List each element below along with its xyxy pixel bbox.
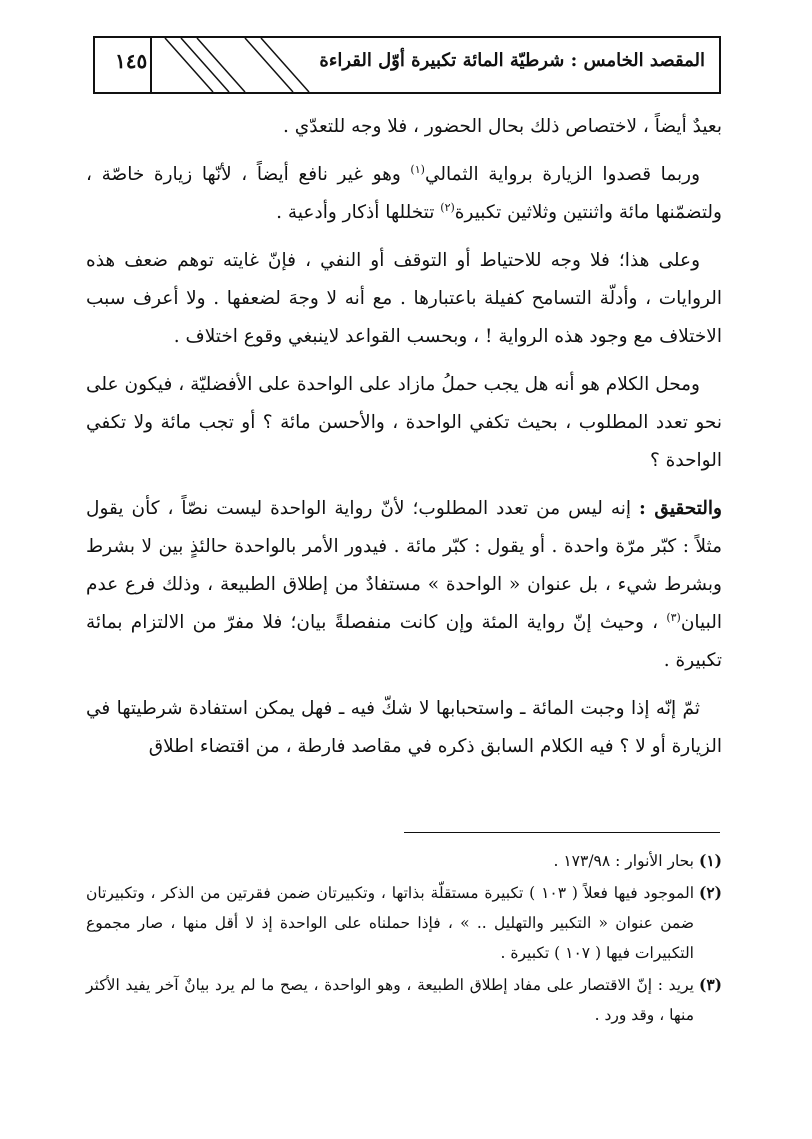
footnotes — [86, 846, 722, 1032]
paragraph-6: ثمّ إنّه إذا وجبت المائة ـ واستحبابها لا شكّ فيه ـ فهل يمكن استفادة شرطيتها في الزيارة أو لا ؟ فيه الكلام السابق ذكره في مقاصد فارطة ، من اقتضاء اطلاق — [86, 698, 722, 757]
running-title: المقصد الخامس : شرطيّة المائة تكبيرة أوّل القراءة — [319, 50, 705, 71]
paragraph-3: وعلى هذا؛ فلا وجه للاحتياط أو التوقف أو النفي ، فإنّ غايته توهم ضعف هذه الروايات ، وأدلّة التسامح كفيلة باعتبارها . مع أنه لا وجهَ لضعفها . ولا أعرف سبب الاختلاف مع وجود هذه الرواية ! ، وبحسب القواعد لاينبغي وقوع اختلاف . — [86, 250, 722, 347]
paragraph-5 — [86, 490, 722, 680]
main-text — [86, 108, 722, 776]
running-header — [93, 36, 721, 94]
paragraph-1: بعيدٌ أيضاً ، لاختصاص ذلك بحال الحضور ، فلا وجه للتعدّي . — [283, 116, 722, 137]
footnote-ref-3[interactable]: (٣) — [666, 610, 681, 624]
paragraph-5-lead: والتحقيق : — [639, 498, 722, 519]
paragraph-5-part-b: ، وحيث إنّ رواية المئة وإن كانت منفصلةً بيان؛ فلا مفرّ من الالتزام بمائة تكبيرة . — [86, 612, 722, 671]
page-number: ١٤٥ — [115, 49, 148, 73]
footnote-ref-2[interactable]: (٢) — [440, 200, 455, 214]
footnote-text: يريد : إنّ الاقتصار على مفاد إطلاق الطبيعة ، وهو الواحدة ، يصح ما لم يرد بيانٌ آخر يفيد الأكثر منها ، وقد ورد . — [86, 976, 694, 1024]
footnote-1 — [86, 846, 722, 876]
footnote-text: الموجود فيها فعلاً ( ١٠٣ ) تكبيرة مستقلّة بذاتها ، وتكبيرتان ضمن فقرتين من الذكر ، وتكبيرتان ضمن عنوان « التكبير والتهليل .. » ، فإذا حملناه على الواحدة إذ لا أقل منها ، صار مجموع التكبيرات فيها ( ١٠٧ ) تكبيرة . — [86, 884, 695, 962]
footnote-ref-1[interactable]: (١) — [410, 162, 425, 176]
footnote-text: بحار الأنوار : ١٧٣/٩٨ . — [553, 852, 694, 870]
paragraph-2-part-b: وهو غير نافع أيضاً ، لأنّها زيارة خاصّة ، ولتضمّنها مائة واثنتين وثلاثين تكبيرة — [86, 164, 722, 223]
footnote-number: (٢) — [698, 883, 722, 902]
paragraph-2 — [86, 156, 722, 232]
footnote-number: (١) — [698, 851, 722, 870]
paragraph-2-part-c: تتخللها أذكار وأدعية . — [276, 202, 441, 223]
paragraph-5-part-a: إنه ليس من تعدد المطلوب؛ لأنّ رواية الواحدة ليست نصّاً ، كأن يقول مثلاً : كبّر مرّة واحدة . أو يقول : كبّر مائة . فيدور الأمر بالواحدة حالئذٍ بين لا بشرط وبشرط شيء ، بل عنوان « الواحدة » مستفادٌ من إطلاق الطبيعة ، وذلك فرع عدم البيان — [86, 498, 722, 633]
paragraph-4: ومحل الكلام هو أنه هل يجب حملُ مازاد على الواحدة على الأفضليّة ، فيكون على نحو تعدد المطلوب ، بحيث تكفي الواحدة ، والأحسن مائة ؟ أو تجب مائة ولا تكفي الواحدة ؟ — [86, 374, 722, 471]
paragraph-2-part-a: وربما قصدوا الزيارة برواية الثمالي — [424, 164, 701, 185]
footnote-2 — [86, 878, 722, 968]
footnote-3 — [86, 970, 722, 1030]
footnote-number: (٣) — [698, 975, 722, 994]
footnote-separator — [404, 832, 720, 833]
